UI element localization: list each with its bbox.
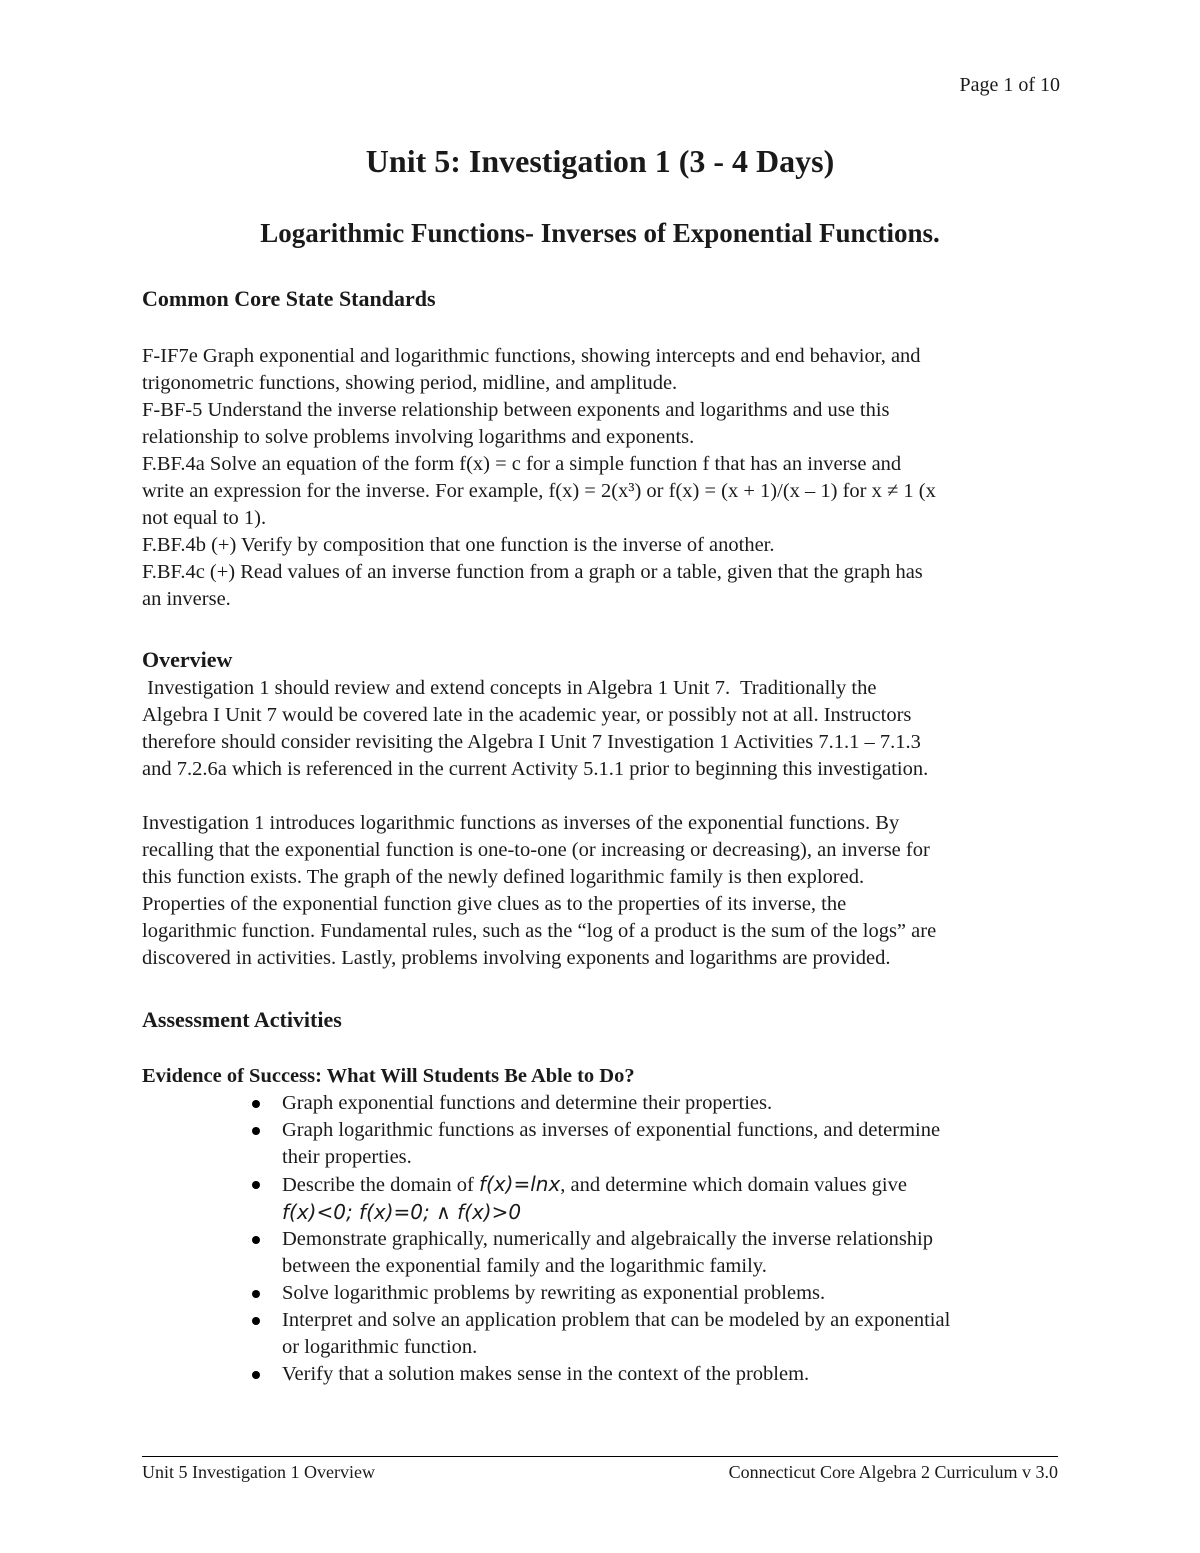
list-item-text: Graph exponential functions and determine their properties. [282,1092,773,1114]
standard-line: F.BF.4b (+) Verify by composition that one function is the inverse of another. [142,534,775,556]
standard-line: trigonometric functions, showing period, midline, and amplitude. [142,372,678,394]
overview-line: Algebra I Unit 7 would be covered late in the academic year, or possibly not at all. Instructors [142,704,912,726]
overview-section [142,645,1067,972]
bullet-icon [252,1181,260,1189]
overview-line: Investigation 1 introduces logarithmic functions as inverses of the exponential functions. By [142,812,900,834]
document-subtitle: Logarithmic Functions- Inverses of Exponential Functions. [260,218,940,248]
list-item [142,1090,1067,1117]
standard-line: F-BF-5 Understand the inverse relationship between exponents and logarithms and use this [142,399,890,421]
list-item-text-part: , and determine which domain values give [560,1174,907,1196]
list-item-text: Interpret and solve an application problem that can be modeled by an exponential [282,1309,951,1331]
math-expression: f(x)<0; f(x)=0; ∧ f(x)>0 [282,1200,522,1224]
list-item-text: Verify that a solution makes sense in the context of the problem. [282,1363,810,1385]
standard-line: F-IF7e Graph exponential and logarithmic functions, showing intercepts and end behavior, and [142,345,921,367]
bullet-icon [252,1317,260,1325]
overview-line: and 7.2.6a which is referenced in the current Activity 5.1.1 prior to beginning this investigation. [142,758,929,780]
overview-line: therefore should consider revisiting the Algebra I Unit 7 Investigation 1 Activities 7.1.1 – 7.1.3 [142,731,921,753]
footer-right-text: Connecticut Core Algebra 2 Curriculum v 3.0 [728,1462,1058,1482]
list-item-text: between the exponential family and the logarithmic family. [282,1255,767,1277]
document-title: Unit 5: Investigation 1 (3 - 4 Days) [365,143,835,179]
standard-line: an inverse. [142,588,231,610]
evidence-list [142,1090,1067,1388]
bullet-icon [252,1100,260,1108]
standard-line: relationship to solve problems involving logarithms and exponents. [142,426,695,448]
math-expression: f(x)=lnx [478,1172,561,1196]
overview-line: logarithmic function. Fundamental rules, such as the “log of a product is the sum of the logs” are [142,920,937,942]
standards-heading: Common Core State Standards [142,286,436,311]
page-number: Page 1 of 10 [959,74,1060,96]
bullet-icon [252,1127,260,1135]
list-item-text: Graph logarithmic functions as inverses of exponential functions, and determine [282,1119,941,1141]
list-item-text: their properties. [282,1146,412,1168]
list-item [142,1361,1067,1388]
list-item [142,1307,1067,1361]
footer-left-text: Unit 5 Investigation 1 Overview [142,1462,375,1482]
list-item-text: or logarithmic function. [282,1336,478,1358]
bullet-icon [252,1290,260,1298]
overview-line: recalling that the exponential function is one-to-one (or increasing or decreasing), an inverse for [142,839,930,861]
footer-divider [142,1456,1058,1457]
assessment-heading: Assessment Activities [142,1007,342,1032]
overview-line: this function exists. The graph of the newly defined logarithmic family is then explored. [142,866,865,888]
list-item [142,1117,1067,1171]
standard-line: F.BF.4a Solve an equation of the form f(x) = c for a simple function f that has an inverse and [142,453,902,475]
list-item [142,1280,1067,1307]
list-item-text-part: Describe the domain of [282,1174,474,1196]
bullet-icon [252,1236,260,1244]
bullet-icon [252,1371,260,1379]
standard-line: write an expression for the inverse. For example, f(x) = 2(x³) or f(x) = (x + 1)/(x – 1) for x ≠ 1 (x [142,480,936,502]
standard-line: F.BF.4c (+) Read values of an inverse function from a graph or a table, given that the graph has [142,561,923,583]
overview-line: discovered in activities. Lastly, problems involving exponents and logarithms are provided. [142,947,891,969]
overview-line: Investigation 1 should review and extend concepts in Algebra 1 Unit 7. Traditionally the [142,677,877,699]
list-item-text: Demonstrate graphically, numerically and algebraically the inverse relationship [282,1228,934,1250]
assessment-section [142,1005,1067,1388]
list-item [142,1226,1067,1280]
list-item-text [282,1171,1067,1199]
overview-line: Properties of the exponential function give clues as to the properties of its inverse, the [142,893,847,915]
evidence-heading: Evidence of Success: What Will Students Be Able to Do? [142,1065,635,1087]
standards-section [142,284,1067,613]
standard-line: not equal to 1). [142,507,267,529]
list-item [142,1171,1067,1226]
list-item-text: Solve logarithmic problems by rewriting as exponential problems. [282,1282,826,1304]
overview-heading: Overview [142,647,233,672]
